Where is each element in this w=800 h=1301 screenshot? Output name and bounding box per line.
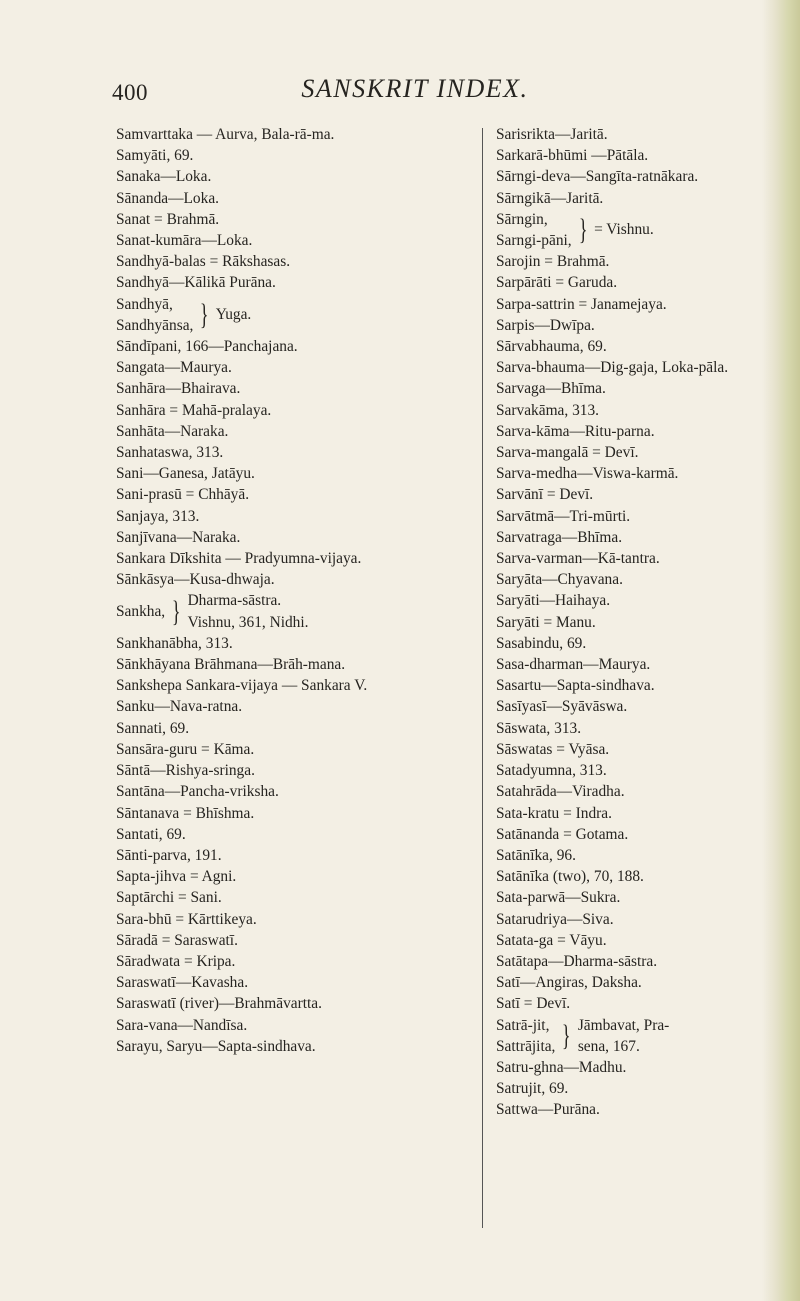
brace-glyph: } <box>562 1018 571 1052</box>
bracketed-index-entry <box>116 294 472 336</box>
index-entry: Sanjīvana—Naraka. <box>116 528 241 546</box>
index-entry: Sanjaya, 313. <box>116 507 200 525</box>
index-entry: Sarva-medha—Viswa-karmā. <box>496 465 679 483</box>
column-divider <box>482 128 483 1228</box>
brace-glyph: } <box>172 594 181 628</box>
index-entry: Sanat-kumāra—Loka. <box>116 232 253 250</box>
right-column <box>496 124 774 1121</box>
bracketed-names <box>496 209 572 251</box>
index-entry: Sāswatas = Vyāsa. <box>496 740 610 758</box>
index-entry: Satahrāda—Viradha. <box>496 783 625 801</box>
index-reference: = Vishnu. <box>594 221 654 239</box>
index-term: Sandhyā, <box>116 295 173 313</box>
index-entry: Sasīyasī—Syāvāswa. <box>496 698 628 716</box>
index-entry: Satadyumna, 313. <box>496 762 607 780</box>
bracketed-names <box>116 601 165 622</box>
index-term: Sarngi-pāni, <box>496 232 572 250</box>
bracketed-names <box>496 1015 555 1057</box>
index-entry: Satānanda = Gotama. <box>496 825 629 843</box>
index-entry: Sankshepa Sankara-vijaya — Sankara V. <box>116 677 368 695</box>
index-entry: Saraswatī—Kavasha. <box>116 974 249 992</box>
index-entry: Sattwa—Purāna. <box>496 1101 600 1119</box>
index-entry: Sasartu—Sapta-sindhava. <box>496 677 655 695</box>
index-entry: Satātapa—Dharma-sāstra. <box>496 952 658 970</box>
index-entry: Satānīka (two), 70, 188. <box>496 868 644 886</box>
index-entry: Sarvakāma, 313. <box>496 401 599 419</box>
index-entry: Sarvatraga—Bhīma. <box>496 528 623 546</box>
index-entry: Sapta-jihva = Agni. <box>116 868 237 886</box>
index-entry: Sandhyā—Kālikā Purāna. <box>116 274 276 292</box>
index-entry: Saryāta—Chyavana. <box>496 571 623 589</box>
index-entry: Sāntā—Rishya-sringa. <box>116 762 255 780</box>
index-entry: Satata-ga = Vāyu. <box>496 931 607 949</box>
index-entry: Satarudriya—Siva. <box>496 910 614 928</box>
index-term: Sankha, <box>116 603 166 621</box>
index-entry: Sara-bhū = Kārttikeya. <box>116 910 257 928</box>
page-title: SANSKRIT INDEX. <box>301 74 529 103</box>
left-column <box>116 124 472 1057</box>
index-entry: Sarpis—Dwīpa. <box>496 316 595 334</box>
index-reference: Jāmbavat, Pra- sena, 167. <box>577 1016 670 1055</box>
index-entry: Sarvānī = Devī. <box>496 486 594 504</box>
index-entry: Sankara Dīkshita — Pradyumna-vijaya. <box>116 550 362 568</box>
index-entry: Samvarttaka — Aurva, Bala-rā-ma. <box>116 126 335 143</box>
bracketed-index-entry <box>496 209 774 251</box>
index-entry: Sanat = Brahmā. <box>116 210 220 228</box>
index-entry: Sarva-varman—Kā-tantra. <box>496 550 660 568</box>
index-entry: Satrujit, 69. <box>496 1080 569 1098</box>
index-entry: Sasa-dharman—Maurya. <box>496 656 651 674</box>
index-entry: Sarva-kāma—Ritu-parna. <box>496 422 655 440</box>
index-entry: Sānti-parva, 191. <box>116 846 222 864</box>
index-entry: Sārngi-deva—Sangīta-ratnākara. <box>496 168 699 186</box>
index-entry: Samyāti, 69. <box>116 147 194 165</box>
index-reference: Dharma-sāstra. Vishnu, 361, Nidhi. <box>187 592 309 631</box>
index-entry: Sarvaga—Bhīma. <box>496 380 606 398</box>
bracketed-index-entry <box>116 590 472 632</box>
index-entry: Sāradā = Saraswatī. <box>116 931 238 949</box>
index-entry: Sarva-bhauma—Dig-gaja, Loka-pāla. <box>496 359 729 377</box>
index-entry: Sāntanava = Bhīshma. <box>116 804 255 822</box>
index-entry: Sārngikā—Jaritā. <box>496 189 604 207</box>
index-entry: Sata-kratu = Indra. <box>496 804 612 822</box>
index-entry: Sandhyā-balas = Rākshasas. <box>116 253 291 271</box>
index-entry: Sarkarā-bhūmi —Pātāla. <box>496 147 649 165</box>
index-entry: Sanaka—Loka. <box>116 168 212 186</box>
index-entry: Sannati, 69. <box>116 719 190 737</box>
index-entry: Sara-vana—Nandīsa. <box>116 1016 248 1034</box>
index-entry: Sāradwata = Kripa. <box>116 952 236 970</box>
index-entry: Satī—Angiras, Daksha. <box>496 974 642 992</box>
index-entry: Sānkāsya—Kusa-dhwaja. <box>116 571 275 589</box>
index-entry: Sarpa-sattrin = Janamejaya. <box>496 295 667 313</box>
index-term: Sandhyānsa, <box>116 316 194 334</box>
index-entry: Sata-parwā—Sukra. <box>496 889 621 907</box>
index-entry: Satru-ghna—Madhu. <box>496 1058 627 1076</box>
index-entry: Saryāti = Manu. <box>496 613 596 631</box>
index-term: Sattrājita, <box>496 1037 556 1055</box>
index-entry: Sanhāta—Naraka. <box>116 422 229 440</box>
index-entry: Sanhataswa, 313. <box>116 444 224 462</box>
index-entry: Sangata—Maurya. <box>116 359 232 377</box>
index-entry: Sarayu, Saryu—Sapta-sindhava. <box>116 1037 316 1055</box>
index-reference: Yuga. <box>215 306 252 324</box>
brace-glyph: } <box>578 213 588 247</box>
index-entry: Sāswata, 313. <box>496 719 582 737</box>
index-entry: Sārvabhauma, 69. <box>496 338 607 356</box>
index-entry: Sarpārāti = Garuda. <box>496 274 618 292</box>
index-entry: Sanhāra = Mahā-pralaya. <box>116 401 272 419</box>
index-term: Sārngin, <box>496 210 548 228</box>
page-number: 400 <box>112 80 148 105</box>
index-entry: Sanku—Nava-ratna. <box>116 698 243 716</box>
index-entry: Saptārchi = Sani. <box>116 889 222 907</box>
index-entry: Sānkhāyana Brāhmana—Brāh-mana. <box>116 656 346 674</box>
index-entry: Sarva-mangalā = Devī. <box>496 444 639 462</box>
index-entry: Sani-prasū = Chhāyā. <box>116 486 250 504</box>
index-entry: Sankhanābha, 313. <box>116 634 233 652</box>
index-entry: Sāndīpani, 166—Panchajana. <box>116 338 298 356</box>
bracketed-index-entry <box>496 1015 774 1057</box>
index-entry: Saryāti—Haihaya. <box>496 592 611 610</box>
index-entry: Sansāra-guru = Kāma. <box>116 740 255 758</box>
index-entry: Santāna—Pancha-vriksha. <box>116 783 279 801</box>
index-entry: Sarojin = Brahmā. <box>496 253 610 271</box>
index-entry: Sarvātmā—Tri-mūrti. <box>496 507 631 525</box>
bracketed-names <box>116 294 193 336</box>
index-term: Satrā-jit, <box>496 1016 550 1034</box>
index-entry: Satī = Devī. <box>496 995 571 1013</box>
index-entry: Saraswatī (river)—Brahmāvartta. <box>116 995 322 1013</box>
index-entry: Sasabindu, 69. <box>496 634 587 652</box>
index-entry: Santati, 69. <box>116 825 186 843</box>
brace-glyph: } <box>200 297 209 331</box>
index-entry: Sani—Ganesa, Jatāyu. <box>116 465 255 483</box>
index-entry: Sarisrikta—Jaritā. <box>496 126 608 143</box>
index-entry: Sanhāra—Bhairava. <box>116 380 241 398</box>
index-entry: Satānīka, 96. <box>496 846 576 864</box>
index-entry: Sānanda—Loka. <box>116 189 219 207</box>
